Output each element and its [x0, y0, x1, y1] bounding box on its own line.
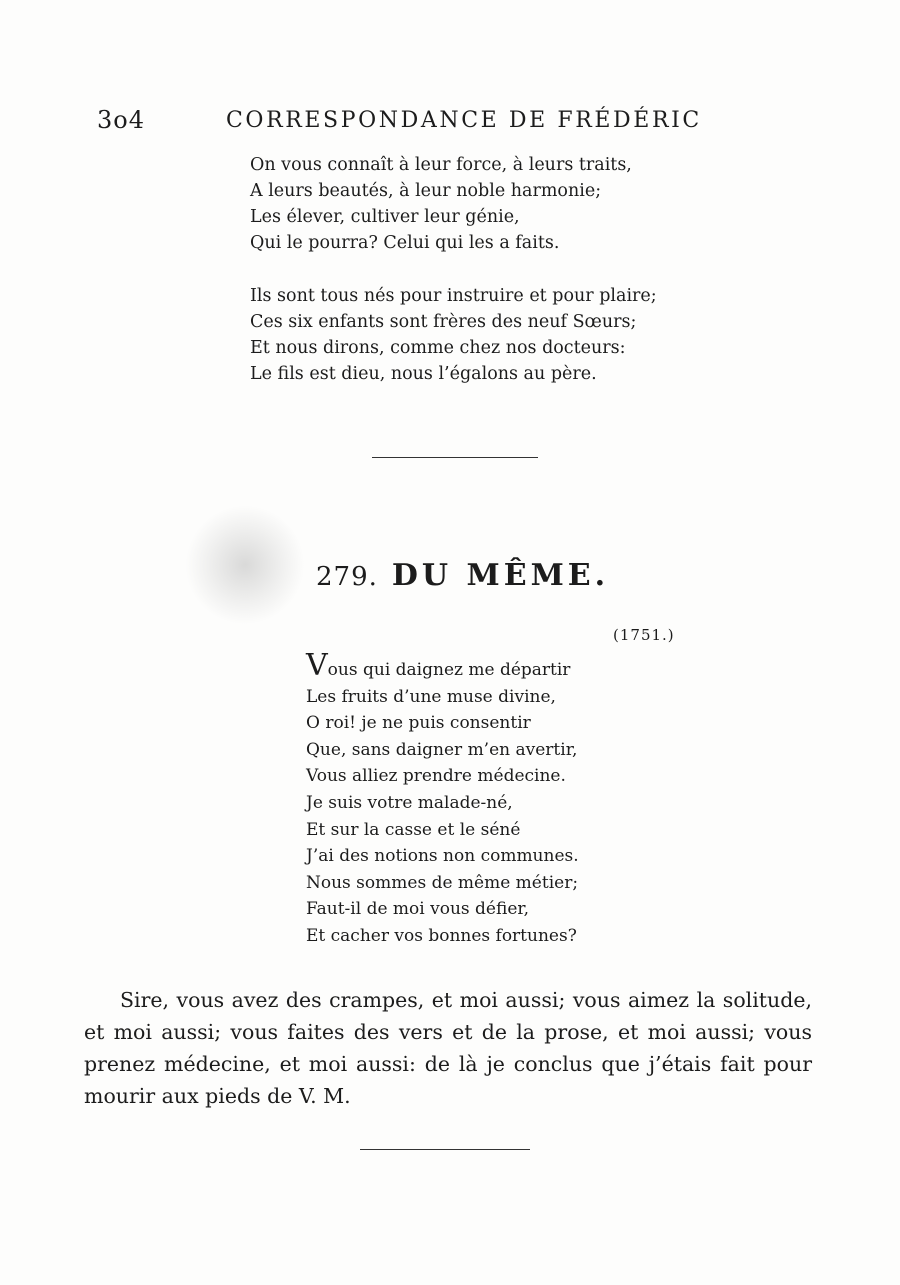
poem-first-line-rest: ous qui daignez me départir — [327, 660, 571, 680]
prose-paragraph — [84, 984, 812, 1112]
letter-title: DU MÊME. — [391, 558, 610, 593]
page-header — [0, 106, 900, 138]
poem-line: Et cacher vos bonnes fortunes? — [306, 925, 577, 946]
paper-stain — [185, 505, 305, 625]
verse-stanza-1 — [250, 152, 690, 256]
drop-cap: V — [306, 648, 328, 683]
section-divider — [372, 457, 538, 458]
verse-line: A leurs beautés, à leur noble harmonie; — [250, 181, 602, 201]
prose-text: Sire, vous avez des crampes, et moi aussi; vous aimez la solitude, et moi aussi; vous faites des vers et de la prose, et moi aussi; vous prenez médecine, et moi aussi: de là je conclus que j’étais fait pour mourir aux pieds de V. M. — [84, 988, 812, 1108]
verse-line: On vous connaît à leur force, à leurs traits, — [250, 155, 632, 175]
verse-line: Ils sont tous nés pour instruire et pour plaire; — [250, 286, 657, 306]
poem-line: Vous alliez prendre médecine. — [306, 766, 566, 787]
poem-first-line — [306, 648, 626, 684]
verse-line: Ces six enfants sont frères des neuf Sœurs; — [250, 312, 637, 332]
letter-poem — [306, 648, 626, 950]
verse-line: Et nous dirons, comme chez nos docteurs: — [250, 338, 626, 358]
poem-line: Faut-il de moi vous défier, — [306, 899, 530, 920]
poem-line: O roi! je ne puis consentir — [306, 713, 531, 734]
poem-line: Les fruits d’une muse divine, — [306, 686, 556, 707]
poem-line: Nous sommes de même métier; — [306, 872, 579, 893]
running-head: CORRESPONDANCE DE FRÉDÉRIC — [226, 108, 702, 133]
page-number: 3o4 — [97, 106, 145, 134]
verse-line: Les élever, cultiver leur génie, — [250, 207, 520, 227]
verse-line: Qui le pourra? Celui qui les a faits. — [250, 233, 560, 253]
poem-line: J’ai des notions non communes. — [306, 846, 579, 867]
letter-number: 279. — [316, 562, 378, 592]
section-divider-end — [360, 1149, 530, 1150]
poem-line: Et sur la casse et le séné — [306, 819, 521, 840]
poem-line: Je suis votre malade-né, — [306, 792, 513, 813]
verse-line: Le fils est dieu, nous l’égalons au père. — [250, 364, 597, 384]
letter-date: (1751.) — [613, 626, 675, 644]
verse-stanza-2 — [250, 283, 690, 387]
poem-line: Que, sans daigner m’en avertir, — [306, 739, 578, 760]
letter-heading — [316, 558, 609, 593]
